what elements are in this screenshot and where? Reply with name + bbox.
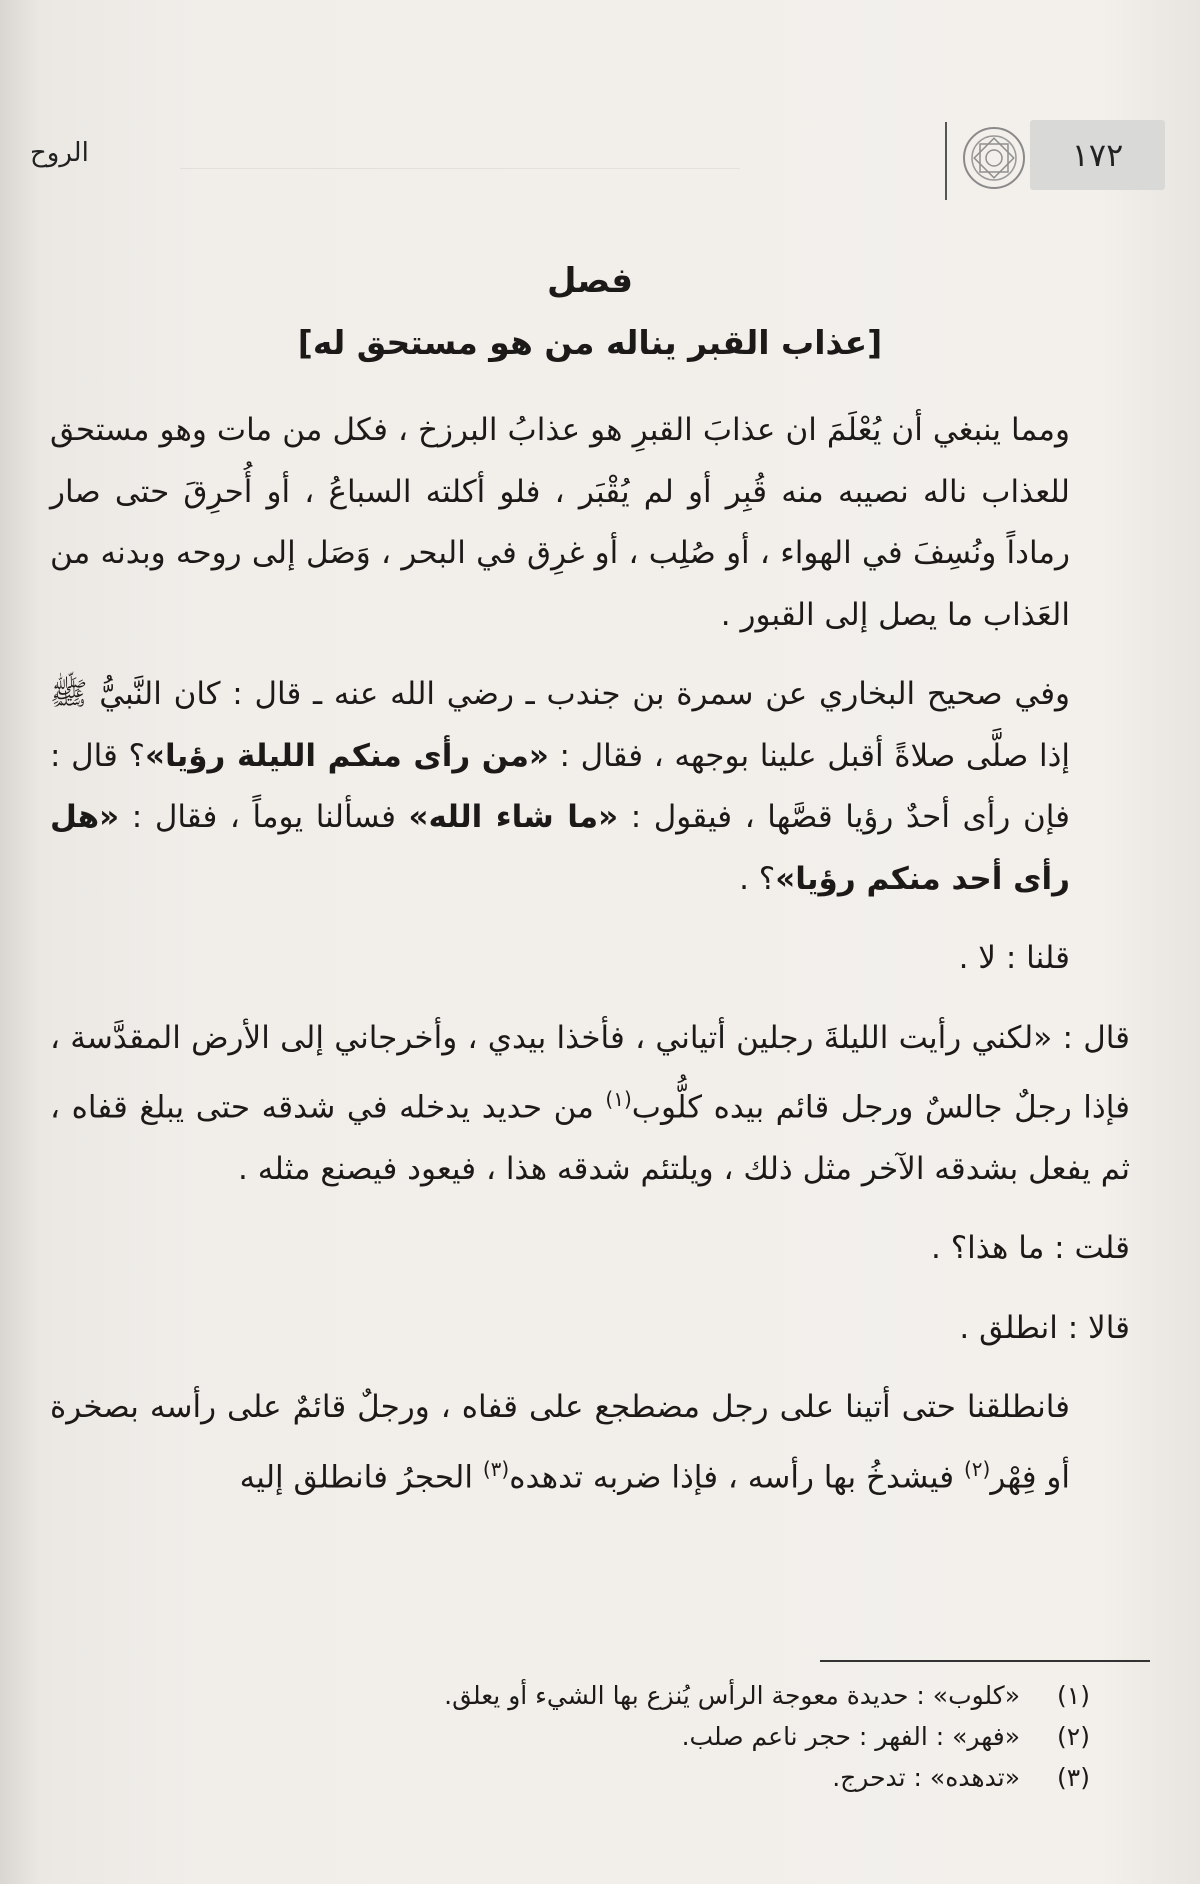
text-run: ؟ . [739,860,776,897]
text-run: من حديد يدخله في شدقه حتى يبلغ قفاه ، ثم يفعل بشدقه الآخر مثل ذلك ، ويلتئم شدقه هذا ، فيعود فيصنع مثله . [50,1089,1130,1187]
text-run: فانطلقنا حتى أتينا على رجل مضطجع على قفاه ، ورجلٌ قائمٌ على رأسه بصخرة أو فِهْر [50,1389,1070,1496]
section-title: فصل [546,261,634,301]
footnote [60,1757,1090,1798]
text-run: ؟ قال : فإن رأى أحدٌ رؤيا قصَّها ، فيقول : [50,737,1070,835]
ornament-icon [960,124,1028,192]
page-number: ١٧٢ [1071,136,1124,174]
quote-bold: «من رأى منكم الليلة رؤيا» [144,737,549,774]
paragraph [50,1377,1130,1508]
running-title: الروح [30,138,89,168]
text-run: وفي صحيح البخاري عن سمرة بن جندب ـ رضي الله عنه ـ قال : كان النَّبيُّ ﷺ إذا صلَّى صلاةً أقبل علينا بوجهه ، فقال : [50,676,1070,774]
text-run: قال : «لكني رأيت الليلةَ رجلين أتياني ، فأخذا بيدي ، وأخرجاني إلى الأرض المقدَّسة ، فإذا رجلٌ جالسٌ ورجل قائم بيده كلُّوب [50,1019,1130,1126]
footnote-ref: (٢) [963,1456,991,1481]
quote-bold: «ما شاء الله» [408,799,619,835]
footnote-ref: (٣) [482,1456,510,1481]
paragraph [50,664,1130,910]
footnote-text: «تدهده» : تدحرج. [832,1763,1020,1792]
text-run: الحجرُ فانطلق إليه [239,1459,483,1496]
header-divider [945,122,947,200]
header-bleed-through [180,142,740,169]
paragraph [50,1008,1130,1201]
footnote [60,1675,1090,1716]
paragraph: ومما ينبغي أن يُعْلَمَ ان عذابَ القبرِ هو عذابُ البرزخ ، فكل من مات وهو مستحق للعذاب ناله نصيبه منه قُبِر أو لم يُقْبَر ، فلو أكلته السباعُ ، أو أُحرِقَ حتى صار رماداً ونُسِفَ في الهواء ، أو صُلِب ، أو غرِق في البحر ، وَصَل إلى روحه وبدنه من العَذاب ما يصل إلى القبور . [50,412,1070,633]
quote-bold: «هل رأى أحد منكم رؤيا» [50,799,1070,897]
footnote-number: (٣) [1057,1763,1090,1792]
footnote [60,1716,1090,1757]
paragraph: قالا : انطلق . [959,1309,1130,1346]
paragraph: قلت : ما هذا؟ . [931,1230,1130,1267]
footnote-text: «فهر» : الفهر : حجر ناعم صلب. [681,1722,1020,1751]
page-number-box [1030,120,1165,190]
footnote-number: (٢) [1057,1722,1090,1751]
footnote-rule [820,1660,1150,1662]
footnote-ref: (١) [605,1087,632,1111]
footnotes [60,1675,1090,1798]
footnote-text: «كلوب» : حديدة معوجة الرأس يُنزع بها الشيء أو يعلق. [444,1681,1020,1710]
text-run: فيشدخُ بها رأسه ، فإذا ضربه تدهده [509,1459,964,1496]
section-subtitle: [عذاب القبر يناله من هو مستحق له] [297,323,883,362]
text-run: فسألنا يوماً ، فقال : [119,799,409,835]
page-header [30,118,1140,208]
main-content [50,250,1130,1509]
footnote-number: (١) [1057,1681,1090,1710]
paragraph: قلنا : لا . [958,940,1070,976]
body-text [50,400,1130,1509]
